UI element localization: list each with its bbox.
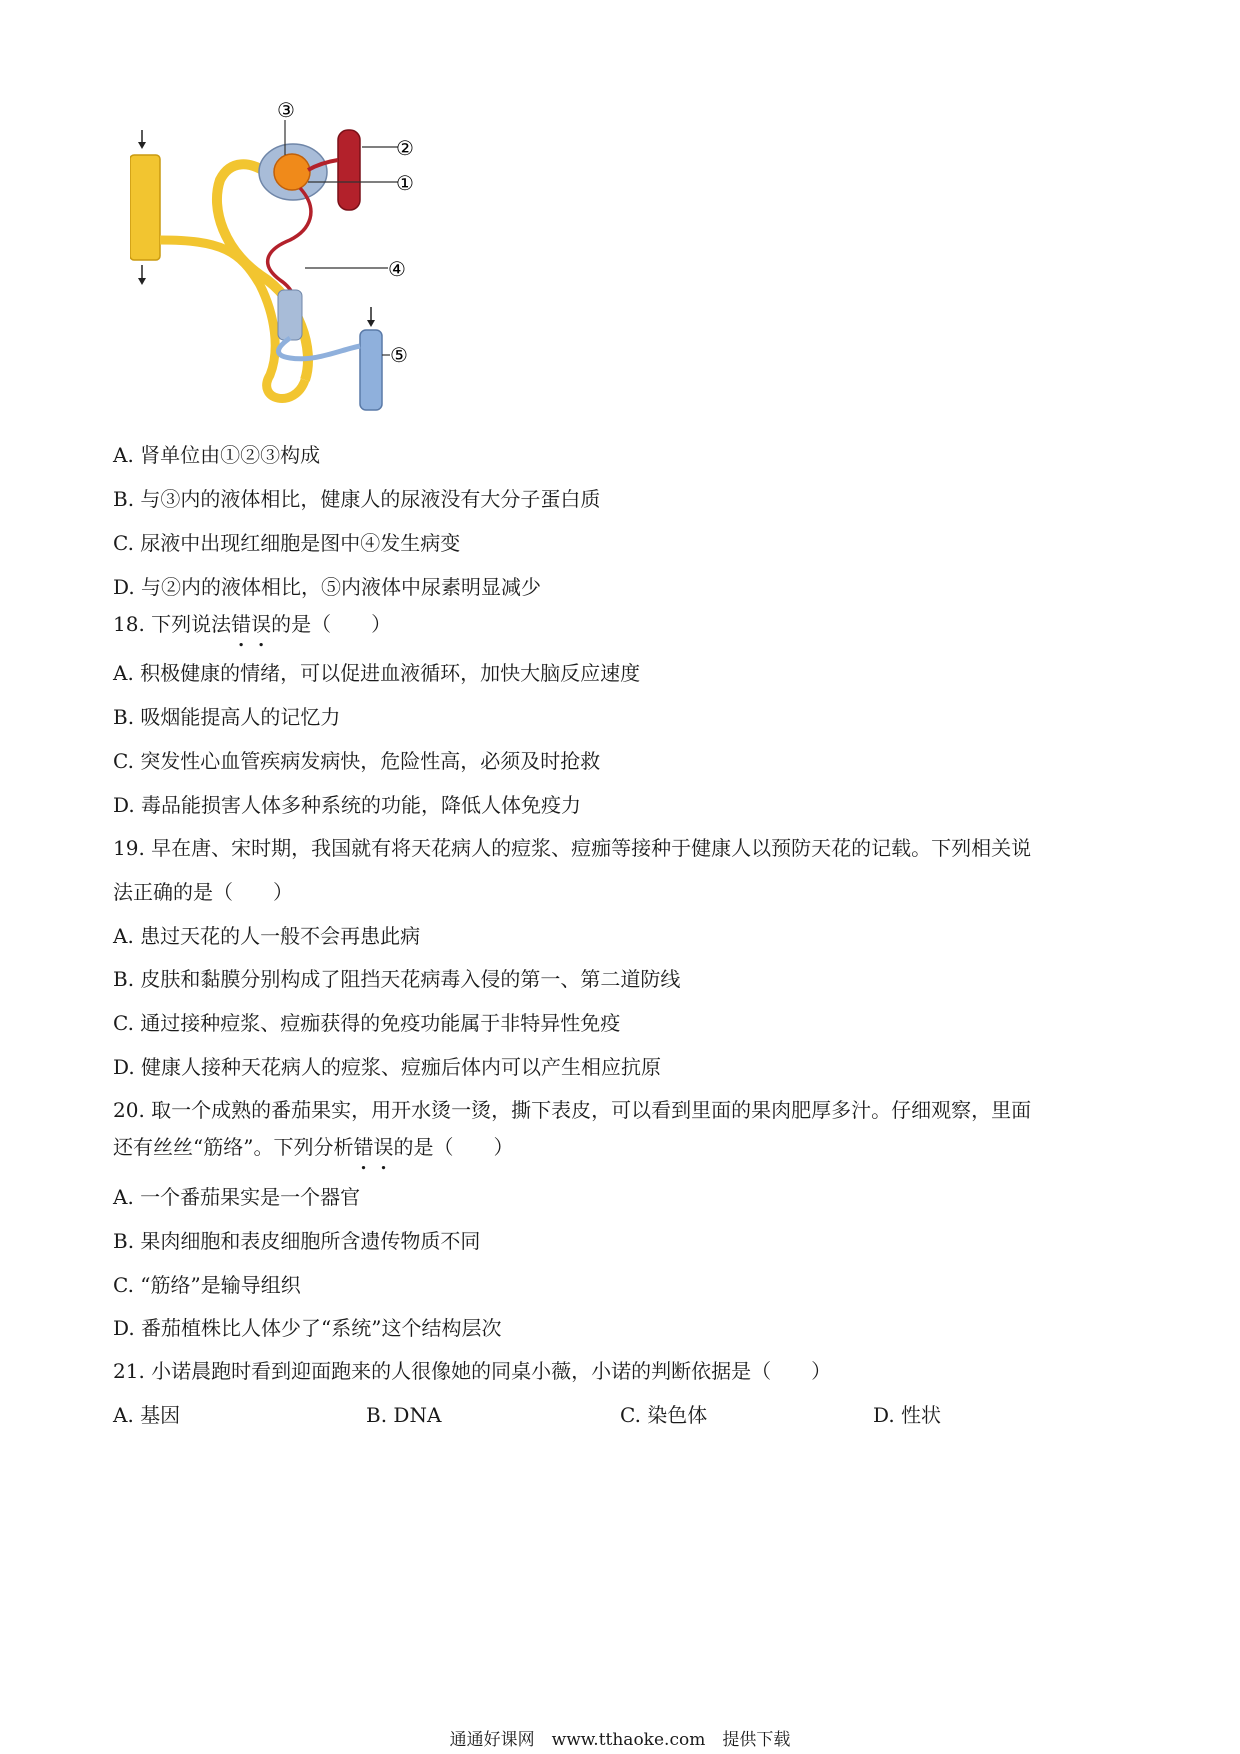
q19-stem-line2: 法正确的是（ ） — [113, 880, 293, 904]
q19-option-d: D. 健康人接种天花病人的痘浆、痘痂后体内可以产生相应抗原 — [113, 1055, 662, 1079]
q21-option-a: A. 基因 — [113, 1403, 181, 1427]
q17-option-b: B. 与③内的液体相比，健康人的尿液没有大分子蛋白质 — [113, 487, 601, 511]
label-3: ③ — [277, 100, 295, 122]
q21-option-d: D. 性状 — [873, 1403, 942, 1427]
q20-stem-line1: 20. 取一个成熟的番茄果实，用开水烫一烫，撕下表皮，可以看到里面的果肉肥厚多汁。仔细观察，里面 — [113, 1098, 1032, 1122]
arrow-head-icon — [138, 278, 146, 285]
label-4: ④ — [388, 257, 406, 281]
q20-stem-before: 还有丝丝“筋络”。下列分析 — [113, 1135, 354, 1159]
arrow-head-icon — [367, 320, 375, 327]
renal-artery — [338, 130, 360, 210]
label-1: ① — [396, 171, 414, 195]
q18-option-d: D. 毒品能损害人体多种系统的功能，降低人体免疫力 — [113, 793, 582, 817]
q19-option-a: A. 患过天花的人一般不会再患此病 — [113, 924, 421, 948]
q18-option-b: B. 吸烟能提高人的记忆力 — [113, 705, 341, 729]
renal-vein — [360, 330, 382, 410]
label-5: ⑤ — [390, 343, 408, 367]
collecting-duct — [130, 155, 160, 260]
q18-stem-after: 的是（ ） — [271, 612, 392, 636]
q18-option-c: C. 突发性心血管疾病发病快，危险性高，必须及时抢救 — [113, 749, 601, 773]
capillary-network — [278, 290, 302, 340]
nephron-illustration — [130, 100, 510, 445]
q21-option-c: C. 染色体 — [620, 1403, 708, 1427]
emphasis-char: 误 — [373, 1135, 394, 1159]
q21-option-b: B. DNA — [366, 1403, 442, 1427]
q20-option-b: B. 果肉细胞和表皮细胞所含遗传物质不同 — [113, 1229, 481, 1253]
venule — [278, 338, 360, 359]
q20-option-c: C. “筋络”是输导组织 — [113, 1273, 301, 1297]
q19-option-c: C. 通过接种痘浆、痘痂获得的免疫功能属于非特异性免疫 — [113, 1011, 621, 1035]
q20-stem-after: 的是（ ） — [393, 1135, 514, 1159]
q21-stem: 21. 小诺晨跑时看到迎面跑来的人很像她的同桌小薇，小诺的判断依据是（ ） — [113, 1359, 832, 1383]
arrow-head-icon — [138, 142, 146, 149]
q17-option-c: C. 尿液中出现红细胞是图中④发生病变 — [113, 531, 461, 555]
nephron-diagram — [130, 100, 510, 445]
q17-option-a: A. 肾单位由①②③构成 — [113, 443, 321, 467]
q18-option-a: A. 积极健康的情绪，可以促进血液循环，加快大脑反应速度 — [113, 661, 641, 685]
glomerulus — [274, 154, 310, 190]
emphasis-char: 错 — [353, 1135, 374, 1159]
q20-option-d: D. 番茄植株比人体少了“系统”这个结构层次 — [113, 1316, 502, 1340]
q19-stem-line1: 19. 早在唐、宋时期，我国就有将天花病人的痘浆、痘痂等接种于健康人以预防天花的记载。下列相关说 — [113, 836, 1032, 860]
label-2: ② — [396, 136, 414, 160]
q18-stem — [113, 610, 391, 638]
emphasis-char: 错 — [231, 612, 252, 636]
q17-option-d: D. 与②内的液体相比，⑤内液体中尿素明显减少 — [113, 575, 542, 599]
q20-option-a: A. 一个番茄果实是一个器官 — [113, 1185, 361, 1209]
q19-option-b: B. 皮肤和黏膜分别构成了阻挡天花病毒入侵的第一、第二道防线 — [113, 967, 681, 991]
page-footer: 通通好课网 www.tthaoke.com 提供下载 — [449, 1730, 791, 1750]
emphasis-char: 误 — [251, 612, 272, 636]
q20-stem-line2 — [113, 1133, 513, 1161]
q18-stem-before: 18. 下列说法 — [113, 612, 232, 636]
